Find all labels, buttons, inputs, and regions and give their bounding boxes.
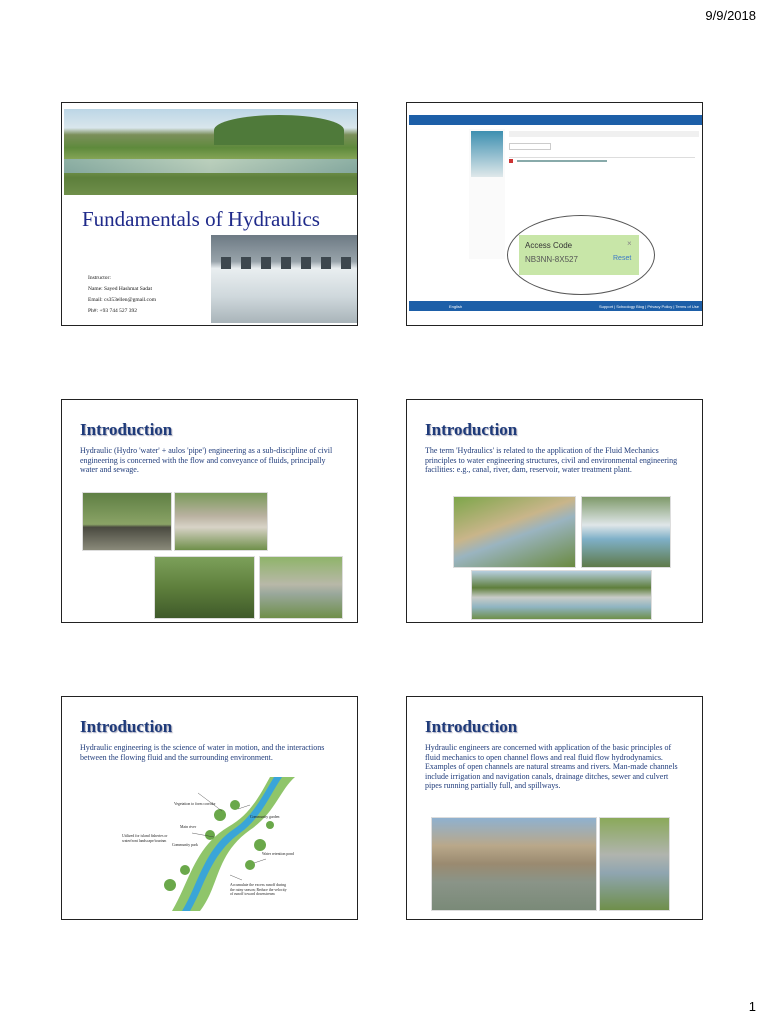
slide-body: The term 'Hydraulics' is related to the application of the Fluid Mechanics principles to water engineering structures, civil and environmental engineering facilities: e.g., canal, river, dam, reservoir, water treatment plant.	[425, 446, 678, 474]
culvert-photo	[82, 492, 172, 551]
slide-title: Fundamentals of Hydraulics	[82, 207, 320, 231]
access-code-title: Access Code	[525, 241, 573, 250]
label-accumulate: Accumulate the excess runoff during the rainy season; Reduce the velocity of runoff toward downstream	[230, 883, 287, 896]
dam-photo	[471, 570, 652, 620]
slide-body: Hydraulic (Hydro 'water' + aulos 'pipe') engineering as a sub-discipline of civil engineering is concerned with the flow and conveyance of fluids, principally water and sewage.	[80, 446, 333, 474]
label-community-park: Community park	[172, 843, 198, 847]
reset-button[interactable]: Reset	[613, 255, 632, 262]
canal-aerial-photo	[453, 496, 576, 568]
canal-man-photo	[431, 817, 597, 911]
instructor-info: Instructor: Name: Sayed Hashmat Sadat Email: cs353ellen@gmail.com Ph#: +93 744 527 392	[88, 275, 156, 314]
label-water-retention: Water retention pond	[262, 852, 294, 856]
bridge-photo	[174, 492, 268, 551]
label-utilized: Utilized for island fisheries or waterfront landscape/tourism	[122, 834, 168, 843]
page-number: 1	[748, 999, 756, 1014]
slide-2	[406, 102, 703, 326]
water-treatment-plant-photo	[581, 496, 671, 568]
landscape-photo	[64, 109, 357, 195]
channel-photo	[599, 817, 670, 911]
label-vegetation: Vegetation to form corridor	[174, 802, 216, 806]
slide-4	[406, 399, 703, 623]
canal-photo	[259, 556, 343, 619]
top-navigation-bar	[409, 115, 702, 125]
slide-title: Introduction	[80, 420, 173, 439]
access-code-value: NB3NN-8X527	[525, 255, 578, 264]
slide-6	[406, 696, 703, 920]
label-community-garden: Community garden	[250, 815, 280, 819]
dam-spillway-photo	[211, 235, 357, 323]
slide-body: Hydraulic engineers are concerned with application of the basic principles of fluid mechanics to open channel flows and real fluid flow hydrodynamics. Examples of open channels are natural streams and rivers. Man-made channels include irrigation and navigation canals, drainage ditches, sewer and culvert pipes running partially full, and spillways.	[425, 743, 678, 790]
footer-bar	[409, 301, 702, 311]
slide-5	[61, 696, 358, 920]
slide-title: Introduction	[80, 717, 173, 736]
irrigation-workers-photo	[154, 556, 255, 619]
slide-3	[61, 399, 358, 623]
print-date: 9/9/2018	[705, 8, 756, 23]
footer-links[interactable]: Support | Schoology Blog | Privacy Policy | Terms of Use	[599, 304, 699, 309]
slide-title: Introduction	[425, 717, 518, 736]
slide-body: Hydraulic engineering is the science of water in motion, and the interactions between the flowing fluid and the surrounding environment.	[80, 743, 325, 762]
course-cover-image	[471, 131, 503, 177]
label-main-river: Main river	[180, 825, 197, 829]
slide-title: Introduction	[425, 420, 518, 439]
close-icon[interactable]: ×	[627, 239, 632, 248]
slide-1	[61, 102, 358, 326]
language-link[interactable]: English	[449, 304, 463, 309]
